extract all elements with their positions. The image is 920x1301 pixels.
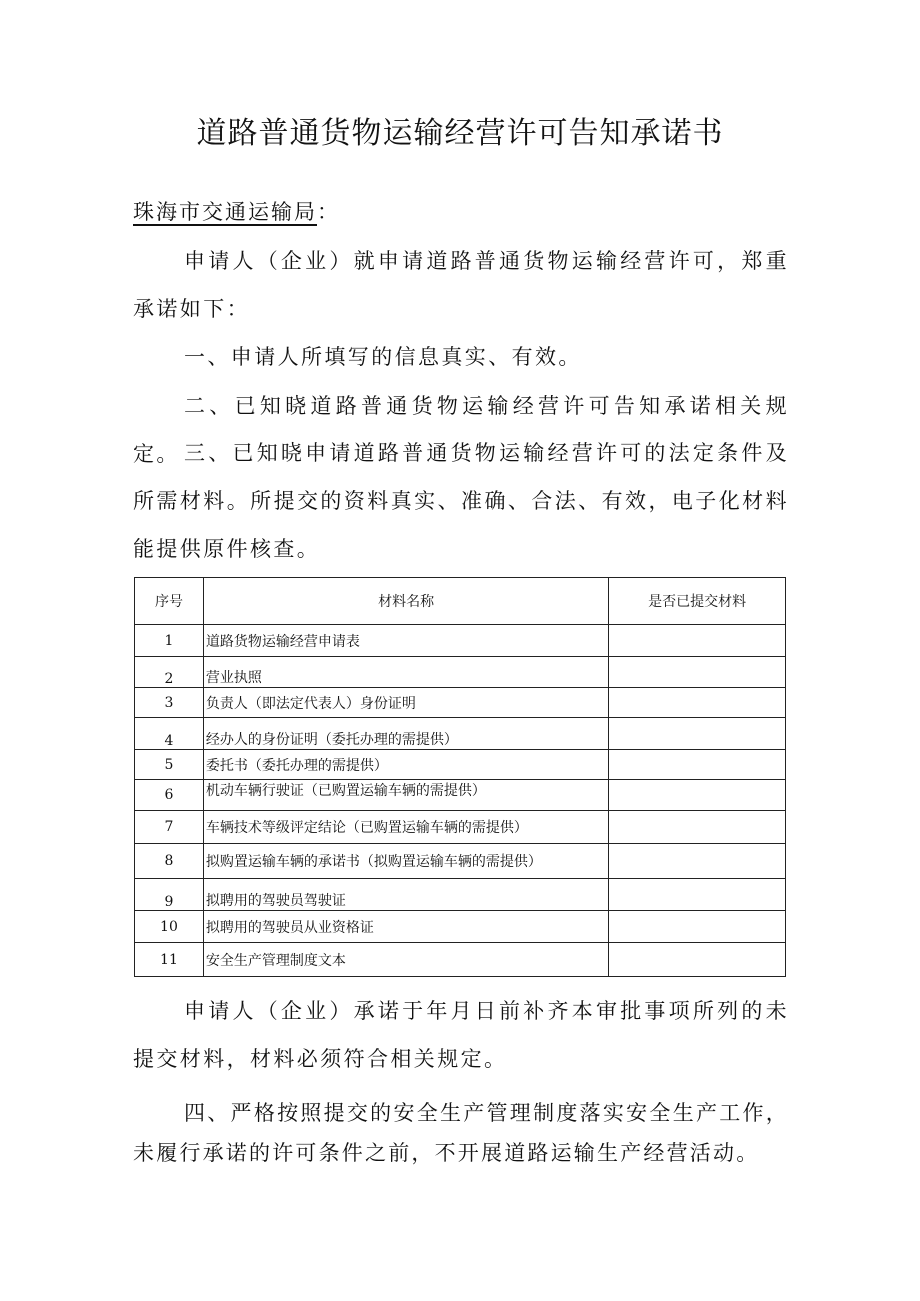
row-number: 9 — [135, 879, 204, 911]
row-submitted-cell[interactable] — [609, 943, 786, 977]
table-row — [135, 844, 786, 879]
row-submitted-cell[interactable] — [609, 718, 786, 750]
table-row — [135, 625, 786, 657]
commitment-item-1: 一、申请人所填写的信息真实、有效。 — [184, 345, 582, 369]
row-submitted-cell[interactable] — [609, 657, 786, 688]
commitment-item-2: 二、已知晓道路普通货物运输经营许可告知承诺相关规定。 — [133, 394, 789, 466]
table-row — [135, 811, 786, 844]
row-number: 4 — [135, 718, 204, 750]
intro-paragraph: 申请人（企业）就申请道路普通货物运输经营许可，郑重承诺如下： — [133, 249, 789, 321]
table-row — [135, 879, 786, 911]
row-material-name: 拟购置运输车辆的承诺书（拟购置运输车辆的需提供） — [203, 844, 608, 879]
row-number: 10 — [135, 911, 204, 943]
row-material-name: 机动车辆行驶证（已购置运输车辆的需提供） — [203, 780, 608, 811]
table-row — [135, 688, 786, 718]
supplement-paragraph: 申请人（企业）承诺于年月日前补齐本审批事项所列的未提交材料，材料必须符合相关规定。 — [133, 999, 789, 1071]
row-submitted-cell[interactable] — [609, 625, 786, 657]
addressee-name: 珠海市交通运输局 — [133, 200, 317, 224]
row-number: 11 — [135, 943, 204, 977]
commitment-item-3: 三、已知晓申请道路普通货物运输经营许可的法定条件及所需材料。所提交的资料真实、准确、合法、有效，电子化材料能提供原件核查。 — [133, 441, 789, 561]
row-material-name: 委托书（委托办理的需提供） — [203, 750, 608, 780]
row-submitted-cell[interactable] — [609, 844, 786, 879]
row-material-name: 拟聘用的驾驶员驾驶证 — [203, 879, 608, 911]
table-row — [135, 657, 786, 688]
row-material-name: 经办人的身份证明（委托办理的需提供） — [203, 718, 608, 750]
header-material-name: 材料名称 — [203, 578, 608, 625]
row-number: 3 — [135, 688, 204, 718]
document-title: 道路普通货物运输经营许可告知承诺书 — [196, 116, 724, 151]
header-serial-number: 序号 — [135, 578, 204, 625]
row-material-name: 拟聘用的驾驶员从业资格证 — [203, 911, 608, 943]
table-row — [135, 780, 786, 811]
row-submitted-cell[interactable] — [609, 688, 786, 718]
addressee-colon: ： — [317, 200, 340, 224]
addressee — [133, 196, 340, 226]
row-number: 1 — [135, 625, 204, 657]
row-material-name: 负责人（即法定代表人）身份证明 — [203, 688, 608, 718]
header-submitted: 是否已提交材料 — [609, 578, 786, 625]
row-submitted-cell[interactable] — [609, 911, 786, 943]
row-submitted-cell[interactable] — [609, 879, 786, 911]
materials-table — [134, 577, 786, 977]
row-submitted-cell[interactable] — [609, 811, 786, 844]
commitment-item-4: 四、严格按照提交的安全生产管理制度落实安全生产工作，未履行承诺的许可条件之前，不开展道路运输生产经营活动。 — [133, 1101, 789, 1165]
table-row — [135, 911, 786, 943]
table-row — [135, 750, 786, 780]
row-number: 5 — [135, 750, 204, 780]
row-material-name: 道路货物运输经营申请表 — [203, 625, 608, 657]
row-material-name: 营业执照 — [203, 657, 608, 688]
row-number: 7 — [135, 811, 204, 844]
row-number: 6 — [135, 780, 204, 811]
row-submitted-cell[interactable] — [609, 750, 786, 780]
row-material-name: 安全生产管理制度文本 — [203, 943, 608, 977]
table-header-row — [135, 578, 786, 625]
row-number: 8 — [135, 844, 204, 879]
row-submitted-cell[interactable] — [609, 780, 786, 811]
table-row — [135, 718, 786, 750]
table-row — [135, 943, 786, 977]
row-number: 2 — [135, 657, 204, 688]
row-material-name: 车辆技术等级评定结论（已购置运输车辆的需提供） — [203, 811, 608, 844]
